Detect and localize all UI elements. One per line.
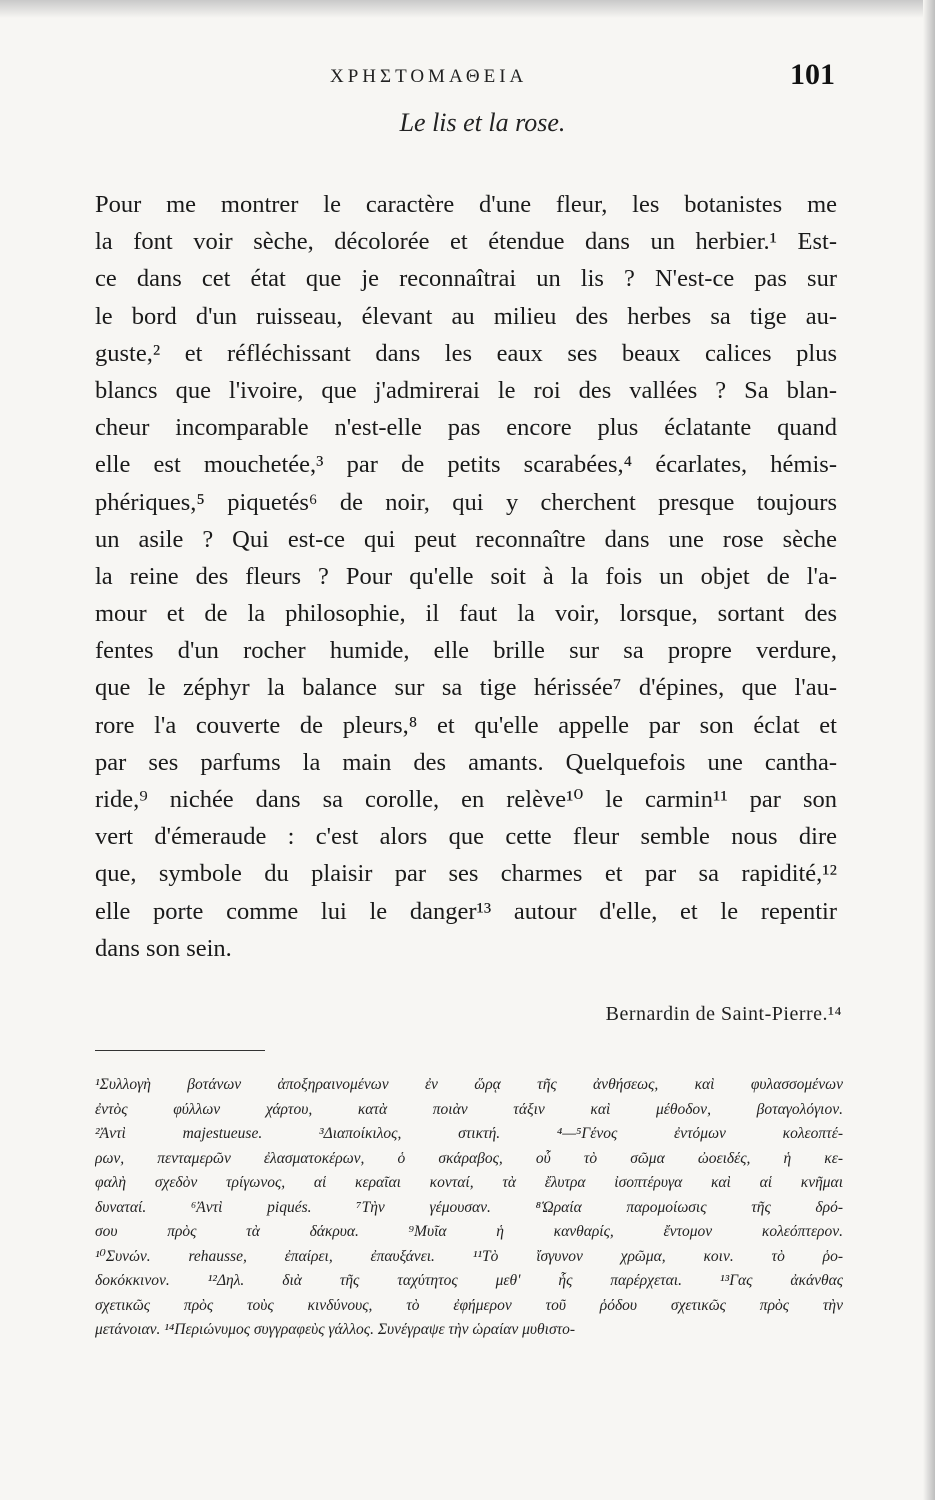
text-line: rore l'a couverte de pleurs,⁸ et qu'elle appelle par son éclat et (95, 711, 837, 739)
body-text (95, 186, 837, 967)
running-title: ΧΡΗΣΤΟΜΑΘΕΙΑ (330, 66, 528, 87)
text-line: le bord d'un ruisseau, élevant au milieu des herbes sa tige au- (95, 302, 837, 330)
footnote-line: σχετικῶς πρὸς τοὺς κινδύνους, τὸ ἐφήμερον τοῦ ῥόδου σχετικῶς πρὸς τὴν (95, 1296, 843, 1314)
footnote-line: ²Ἀντὶ majestueuse. ³Διαποίκιλος, στικτή. ⁴—⁵Γένος ἐντόμων κολεοπτέ- (95, 1125, 843, 1142)
text-line: vert d'émeraude : c'est alors que cette fleur semble nous dire (95, 823, 837, 851)
text-line: que, symbole du plaisir par ses charmes et par sa rapidité,¹² (95, 860, 837, 888)
author-attribution: Bernardin de Saint-Pierre.¹⁴ (605, 1003, 842, 1025)
text-line: la reine des fleurs ? Pour qu'elle soit à la fois un objet de l'a- (95, 562, 837, 590)
footnote-line: ρων, πενταμερῶν ἐλασματοκέρων, ὁ σκάραβος, οὗ τὸ σῶμα ὠοειδές, ἡ κε- (95, 1149, 843, 1167)
footnote-line: μετάνοιαν. ¹⁴Περιώνυμος συγγραφεὺς γάλλος. Συνέγραψε τὴν ὡραίαν μυθιστο- (95, 1321, 576, 1338)
text-line: ride,⁹ nichée dans sa corolle, en relève¹⁰ le carmin¹¹ par son (95, 786, 837, 813)
page-number: 101 (790, 58, 835, 91)
text-line: Pour me montrer le caractère d'une fleur, les botanistes me (95, 191, 837, 218)
text-line: phériques,⁵ piquetés⁶ de noir, qui y cherchent presque toujours (95, 488, 837, 516)
footnote-divider (95, 1050, 265, 1051)
text-line: dans son sein. (95, 934, 232, 962)
text-line: elle est mouchetée,³ par de petits scarabées,⁴ écarlates, hémis- (95, 451, 837, 479)
footnotes (95, 1073, 843, 1343)
text-line: guste,² et réfléchissant dans les eaux ses beaux calices plus (95, 339, 837, 367)
text-line: un asile ? Qui est-ce qui peut reconnaître dans une rose sèche (95, 525, 837, 553)
text-line: elle porte comme lui le danger¹³ autour d'elle, et le repentir (95, 897, 837, 925)
running-head (0, 58, 935, 94)
text-line: mour et de la philosophie, il faut la voir, lorsque, sortant des (95, 600, 837, 628)
page-top-shadow (0, 0, 935, 18)
text-line: par ses parfums la main des amants. Quelquefois une cantha- (95, 748, 837, 776)
footnote-line: δοκόκκινον. ¹²Δηλ. διὰ τῆς ταχύτητος μεθ' ἧς παρέρχεται. ¹³Γας ἀκάνθας (95, 1272, 843, 1289)
text-line: la font voir sèche, décolorée et étendue dans un herbier.¹ Est- (95, 228, 837, 256)
footnote-line: σου πρὸς τὰ δάκρυα. ⁹Μυῖα ἡ κανθαρίς, ἔντομον κολεόπτερον. (95, 1223, 843, 1240)
footnote-line: ¹Συλλογὴ βοτάνων ἀποξηραινομένων ἐν ὥρᾳ τῆς ἀνθήσεως, καὶ φυλασσομένων (95, 1076, 843, 1093)
footnote-line: φαλὴ σχεδὸν τρίγωνος, αἱ κεραῖαι κονταί, τὰ ἔλυτρα ἰσοπτέρυγα καὶ αἱ κνῆμαι (95, 1174, 843, 1191)
poem-title: Le lis et la rose. (399, 108, 566, 137)
page-right-shadow (923, 0, 935, 1500)
text-line: que le zéphyr la balance sur sa tige hérissée⁷ d'épines, que l'au- (95, 674, 837, 702)
text-line: fentes d'un rocher humide, elle brille sur sa propre verdure, (95, 637, 837, 665)
text-line: blancs que l'ivoire, que j'admirerai le roi des vallées ? Sa blan- (95, 376, 837, 404)
footnote-line: ἐντὸς φύλλων χάρτου, κατὰ ποιὰν τάξιν καὶ μέθοδον, βοταγολόγιον. (95, 1100, 843, 1118)
text-line: ce dans cet état que je reconnaîtrai un lis ? N'est-ce pas sur (95, 265, 837, 293)
footnote-line: δυναταί. ⁶Ἀντὶ piqués. ⁷Τὴν γέμουσαν. ⁸Ὡραία παρομοίωσις τῆς δρό- (95, 1198, 843, 1216)
text-line: cheur incomparable n'est-elle pas encore plus éclatante quand (95, 414, 837, 442)
footnote-line: ¹⁰Συνών. rehausse, ἐπαίρει, ἐπαυξάνει. ¹¹Τὸ ἴσγυνον χρῶμα, κοιν. τὸ ῥο- (95, 1247, 843, 1265)
